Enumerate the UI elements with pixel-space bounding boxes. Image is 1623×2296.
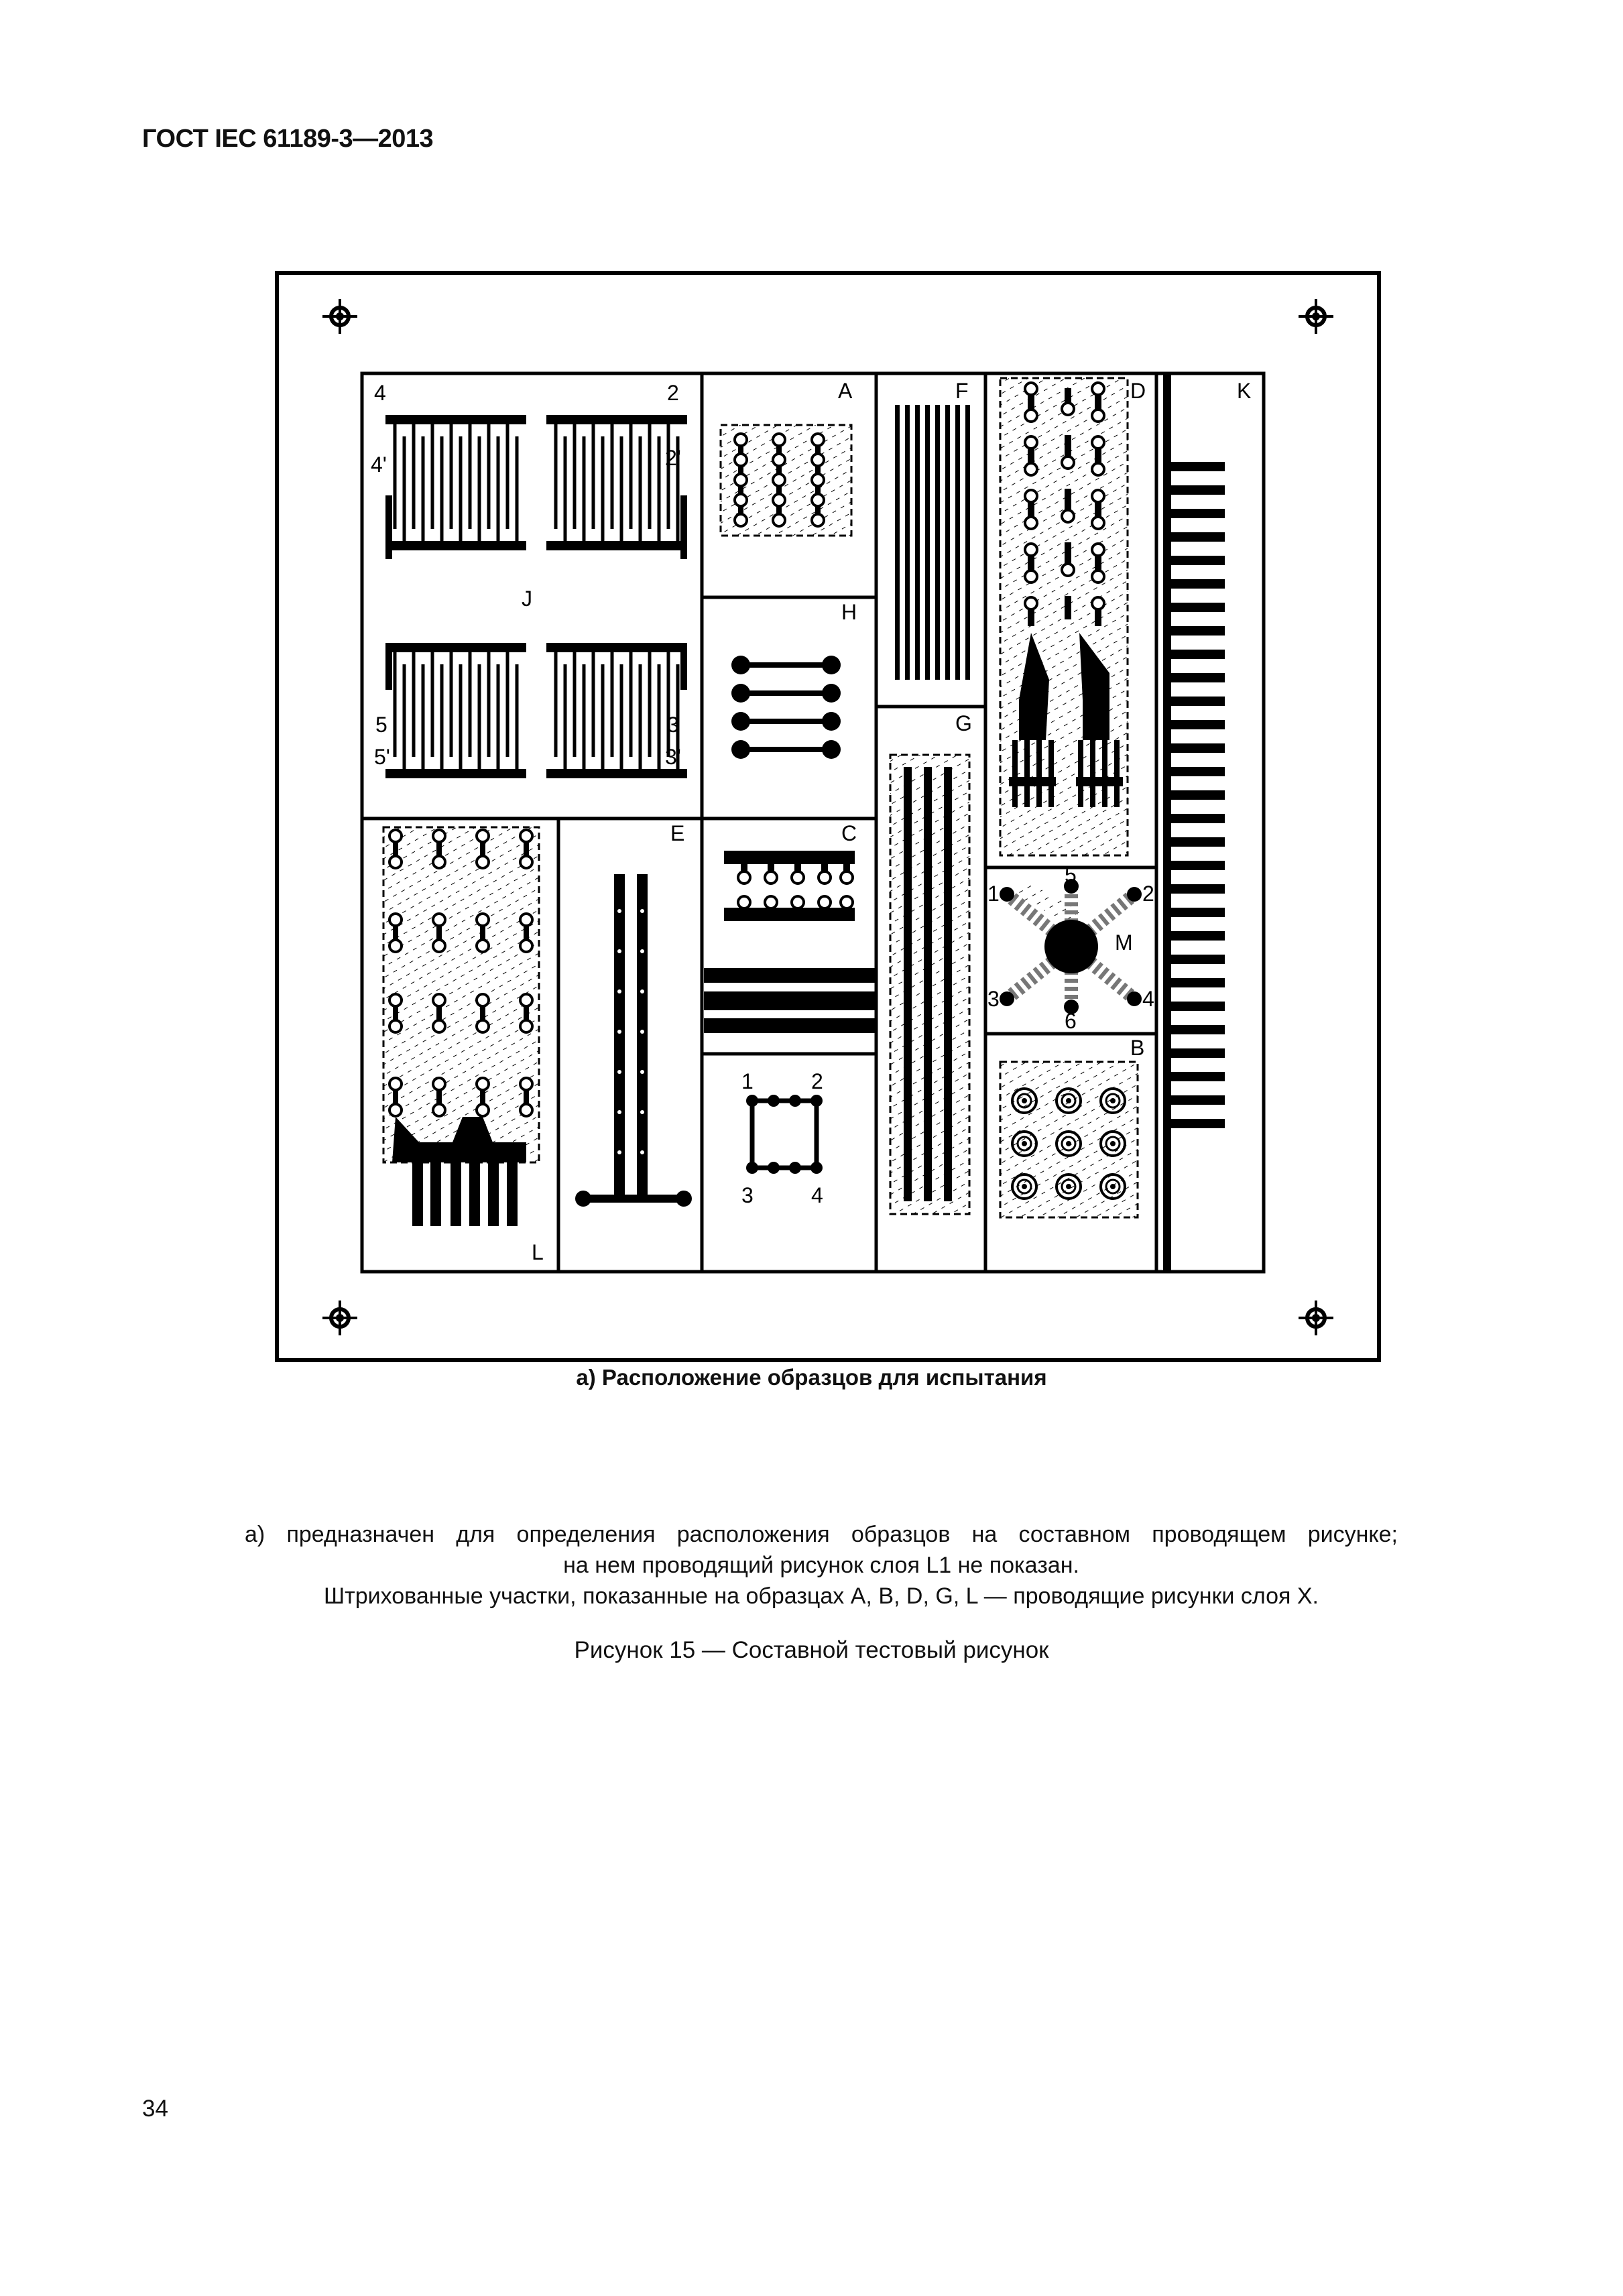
figure-caption: а) Расположение образцов для испытания (576, 1365, 1047, 1390)
corner-label-4: 4 (374, 381, 386, 405)
square-label-1: 1 (741, 1069, 754, 1093)
corner-label-4-prime: 4' (371, 452, 387, 477)
note-line-3: Штрихованные участки, показанные на образцах A, B, D, G, L — проводящие рисунки слоя X. (324, 1583, 1319, 1609)
figure-title: Рисунок 15 — Составной тестовый рисунок (574, 1637, 1049, 1663)
note-line-1: а) предназначен для определения расположения образцов на составном проводящем рисунке; (245, 1522, 1398, 1547)
section-g-lines (890, 755, 969, 1214)
section-label-j: J (522, 587, 532, 611)
section-label-b: B (1130, 1036, 1145, 1060)
composite-test-pattern-figure (275, 271, 1381, 1362)
section-label-e: E (670, 821, 685, 845)
m-label-5: 5 (1065, 863, 1077, 887)
corner-label-3: 3 (667, 713, 679, 737)
section-label-l: L (532, 1240, 544, 1264)
m-label-6: 6 (1065, 1009, 1077, 1033)
corner-label-2: 2 (667, 381, 679, 405)
section-label-g: G (955, 711, 972, 735)
corner-label-2-prime: 2' (665, 446, 681, 470)
corner-label-5-prime: 5' (374, 745, 390, 769)
section-label-m: M (1115, 930, 1133, 955)
section-label-h: H (841, 600, 857, 624)
m-label-3: 3 (987, 987, 1000, 1011)
section-a-pads (721, 425, 851, 536)
m-label-4: 4 (1142, 987, 1154, 1011)
section-b-pads (1000, 1062, 1138, 1217)
section-label-a: A (838, 379, 853, 403)
section-d-pattern (1000, 378, 1128, 855)
m-label-2: 2 (1142, 882, 1154, 906)
note-line-2: на нем проводящий рисунок слоя L1 не показан. (563, 1553, 1079, 1578)
document-header: ГОСТ IEC 61189-3—2013 (142, 125, 434, 153)
corner-label-5: 5 (375, 713, 387, 737)
corner-label-3-prime: 3' (665, 745, 681, 769)
square-label-3: 3 (741, 1183, 754, 1207)
square-label-2: 2 (811, 1069, 823, 1093)
m-label-1: 1 (987, 882, 1000, 906)
page-number: 34 (142, 2096, 168, 2122)
k-bus-bar (1163, 373, 1171, 1272)
section-label-c: C (841, 821, 857, 845)
section-k-fingers (1171, 462, 1225, 1128)
section-label-f: F (955, 379, 969, 403)
section-label-k: K (1237, 379, 1252, 403)
square-label-4: 4 (811, 1183, 823, 1207)
section-label-d: D (1130, 379, 1146, 403)
